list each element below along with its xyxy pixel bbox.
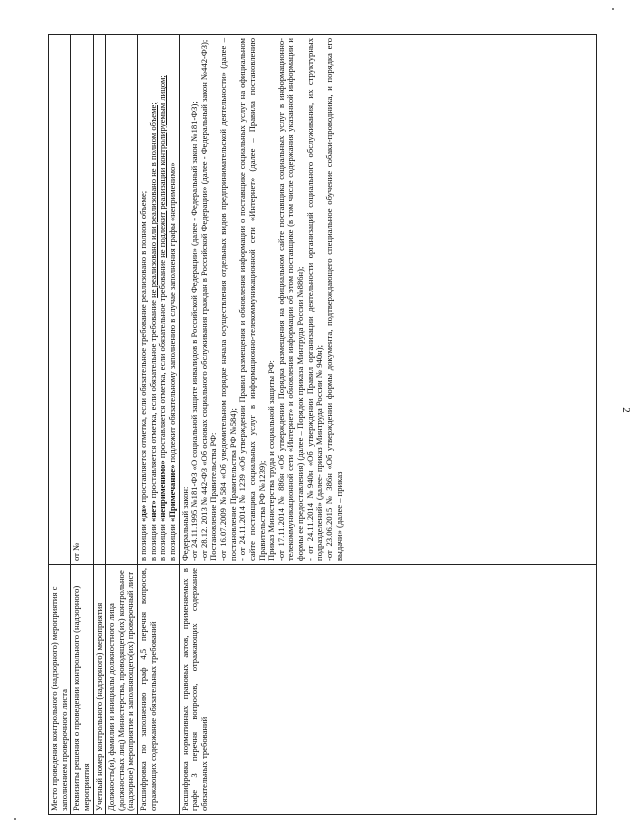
legal-line: -от 28.12. 2013 № 442-ФЗ «Об основах социального обслуживания граждан в Российской Федерации» (далее - Федеральный закон №442-ФЗ); [198,39,209,561]
legal-line: Федеральный закон: [179,486,190,561]
label-decision: Реквизиты решения о проведении контрольного (надзорного) мероприятия [71,565,93,815]
inspection-form-table [48,34,597,815]
legal-line: - от 24.11.2014 № 1239 «Об утверждении Правил размещения и обновления информации о поставщике социальных услуг на официальном сайте поставщика социальных услуг в информационно-телекоммуникационной сети «Интернет» (далее – Правила постановлению Правительства РФ №1239); [237,38,267,561]
table-row-place [49,35,71,815]
value-place [49,35,71,565]
explanation-item: в позиции «неприменимо» проставляется отметка, если обязательное требование не подлежит реализации контролируемым лицом; [157,75,168,561]
legal-line: -от 17.11.2014 № 886н «Об утверждении Порядка размещения на официальном сайте поставщика социальных услуг в информационно-телекоммуникационной сети «Интернет» и обновления информации об этом поставщике (в том числе содержания указанной информации и формы ее предоставления) (далее – Порядок приказа Минтруда России №886н); [275,38,305,561]
value-legal-acts [179,35,596,565]
label-account-number: Учетный номер контрольного (надзорного) мероприятия [93,565,106,815]
rotated-page-content [48,35,608,815]
scan-speck [612,8,614,10]
explanation-item: в позиции «Примечание» подлежит обязательному заполнению в случае заполнения графы «неприменимо» [166,162,177,561]
table-row-legal-acts [179,35,596,815]
legal-line: -от 24.11.1995 №181-ФЗ «О социальной защите инвалидов в Российской Федерации» (далее - Федеральный закон №181-ФЗ); [189,101,200,561]
label-officials: Должность(и), фамилии и инициалы должностного лица (должностных лиц) Министерства, проводящего(их) контрольное (надзорное) мероприятие и заполняющего(их) проверочный лист [106,565,138,815]
legal-line: - от 24.11.2014 №940н «Об утверждении Правил организации деятельности организаций социального обслуживания, их структурных подразделений» (далее- приказ Минтруда России № 940н); [304,38,325,561]
table-row-officials [106,35,138,815]
value-explanation [138,35,180,565]
explanation-item: в позиции «нет» проставляется отметка, если обязательное требование не реализовано или реализовано не в полном объеме; [147,102,158,561]
legal-line: Постановление Правительства РФ: [208,432,219,561]
label-place: Место проведения контрольного (надзорного) мероприятия с заполнением проверочного листа [49,565,71,815]
table-row-explanation [138,35,180,815]
page-number: 2 [620,407,632,413]
table-row-decision [71,35,93,815]
value-officials [106,35,138,565]
legal-line: -от 23.06.2015 № 386н «Об утверждении формы документа, подтверждающего специальное обучение собаки-проводника, и порядка его выдачи» (далее – приказ [323,38,344,561]
value-decision: от № [71,35,93,565]
legal-line: -от 16.07.2009 №584 «Об уведомительном порядке начала осуществления отдельных видов предпринимательской деятельности» (далее – постановление Правительства РФ №584); [218,38,238,561]
label-explanation: Расшифровка по заполнению граф 4,5 перечня вопросов, отражающих содержание обязательных требований [138,565,180,815]
scan-speck [14,818,16,820]
label-legal-acts: Расшифровка нормативных правовых актов, применяемых в графе 3 перечня вопросов, отражающих содержание обязательных требований [179,565,596,815]
value-account-number [93,35,106,565]
explanation-item: в позиции «да» проставляется отметка, если обязательное требование реализовано в полном объеме; [138,190,148,561]
legal-line: Приказ Министерства труда и социальной защиты РФ: [266,360,277,561]
table-row-account-number [93,35,106,815]
